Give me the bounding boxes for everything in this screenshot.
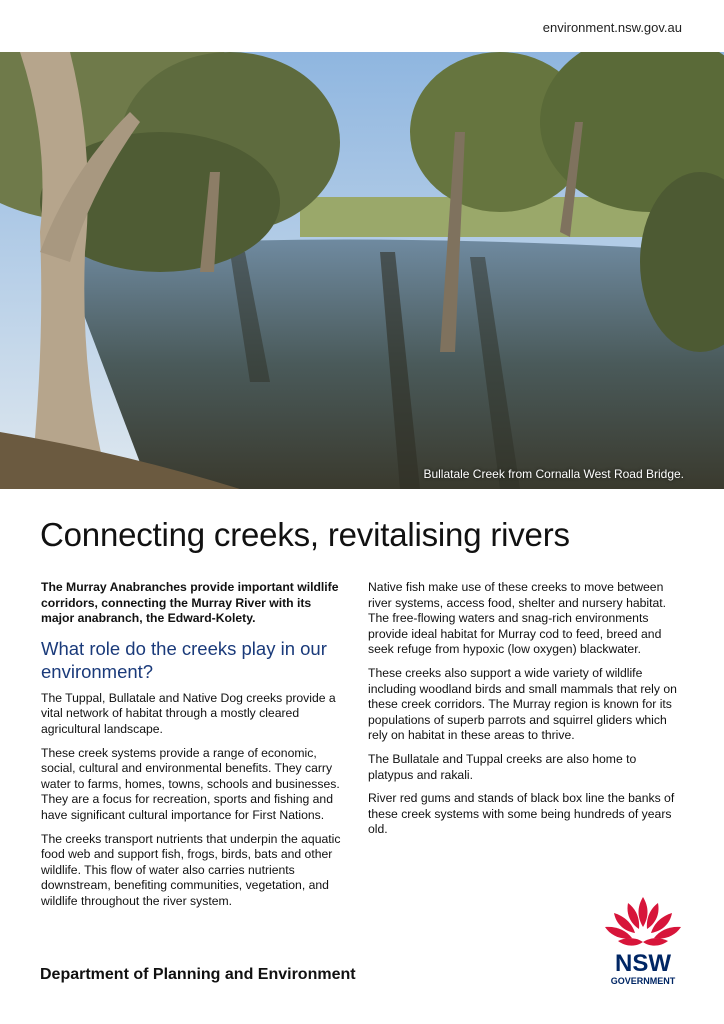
body-paragraph: Native fish make use of these creeks to move between river systems, access food, shelter and nursery habitat. The free-flowing waters and snag-rich environments provide ideal habitat for Murray cod to feed, breed and seek refuge from hypoxic (low oxygen) blackwater. — [368, 580, 667, 657]
nsw-government-logo — [600, 895, 686, 990]
section-subheading: What role do the creeks play in our environment? — [41, 637, 327, 682]
body-paragraph: These creek systems provide a range of economic, social, cultural and environmental benefits. They carry water to farms, homes, towns, schools and businesses. They are a focus for recreation, sports and fishing and have significant cultural importance for First Nations. — [41, 745, 340, 822]
department-name: Department of Planning and Environment — [40, 966, 356, 983]
body-paragraph: The Tuppal, Bullatale and Native Dog creeks provide a vital network of habitat through a mostly cleared agricultural landscape. — [41, 690, 336, 736]
body-paragraph: River red gums and stands of black box line the banks of these creek systems with some being hundreds of years old. — [368, 791, 675, 837]
site-url[interactable]: environment.nsw.gov.au — [542, 20, 682, 35]
body-paragraph: The creeks transport nutrients that underpin the aquatic food web and support fish, frogs, birds, bats and other wildlife. This flow of water also carries nutrients downstream, benefiting communities, vegetation, and wildlife throughout the river system. — [41, 831, 341, 908]
creek-photo-illustration — [0, 52, 724, 489]
hero-photo — [0, 52, 724, 489]
waratah-icon — [600, 895, 686, 990]
lead-paragraph: The Murray Anabranches provide important wildlife corridors, connecting the Murray River with its major anabranch, the Edward-Kolety. — [41, 580, 339, 626]
body-paragraph: These creeks also support a wide variety of wildlife including woodland birds and small mammals that rely on these creek corridors. The Murray region is known for its populations of superb parrots and squirrel gliders which rely on habitat in these areas to thrive. — [368, 665, 677, 743]
left-column — [41, 580, 341, 918]
logo-government-text: GOVERNMENT — [610, 976, 676, 986]
logo-nsw-text: NSW — [615, 950, 671, 977]
body-paragraph: The Bullatale and Tuppal creeks are also home to platypus and rakali. — [368, 751, 637, 782]
page-title: Connecting creeks, revitalising rivers — [40, 516, 570, 553]
right-column — [368, 580, 680, 846]
photo-caption: Bullatale Creek from Cornalla West Road Bridge. — [423, 467, 684, 481]
